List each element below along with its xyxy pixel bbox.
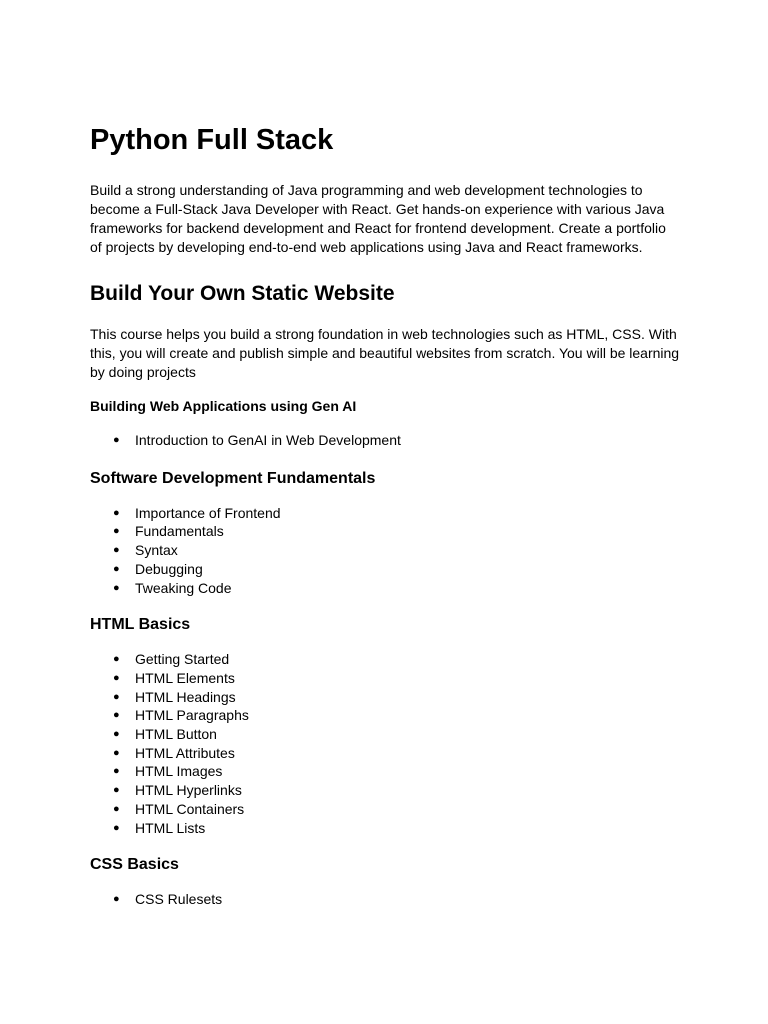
bullet-icon: ● xyxy=(113,671,120,684)
module-title-html-basics: HTML Basics xyxy=(90,616,191,634)
list-item-label: HTML Paragraphs xyxy=(135,707,249,724)
list-item xyxy=(90,762,680,781)
list-item xyxy=(90,504,680,523)
list-item-label: Importance of Frontend xyxy=(135,504,281,521)
bullet-icon: ● xyxy=(113,690,120,703)
intro-paragraph: Build a strong understanding of Java programming and web development technologies to become a Full-Stack Java Developer with React. Get hands-on experience with various Java frameworks for backend development and React for frontend development. Create a portfolio of projects by developing end-to-end web applications using Java and React frameworks. xyxy=(90,182,666,255)
bullet-icon: ● xyxy=(113,893,120,906)
list-item xyxy=(90,744,680,763)
page-title: Python Full Stack xyxy=(90,124,334,156)
bullet-icon: ● xyxy=(113,434,120,446)
section-description: This course helps you build a strong foundation in web technologies such as HTML, CSS. With this, you will create and publish simple and beautiful websites from scratch. You will be learning by doing projects xyxy=(90,326,680,380)
bullet-icon: ● xyxy=(113,653,120,666)
list-item xyxy=(90,669,680,688)
module-list-css-basics xyxy=(90,890,680,909)
bullet-icon: ● xyxy=(113,728,120,741)
list-item-label: HTML Attributes xyxy=(135,744,235,761)
module-list-software-dev xyxy=(90,504,680,598)
list-item-label: HTML Hyperlinks xyxy=(135,782,242,799)
list-item-label: HTML Containers xyxy=(135,800,245,817)
list-item-label: HTML Headings xyxy=(135,688,236,705)
bullet-icon: ● xyxy=(113,821,120,834)
section-title: Build Your Own Static Website xyxy=(90,282,395,305)
bullet-icon: ● xyxy=(113,525,120,538)
document-page xyxy=(90,120,680,909)
bullet-icon: ● xyxy=(113,544,120,557)
list-item-label: CSS Rulesets xyxy=(135,891,223,908)
list-item xyxy=(90,522,680,541)
list-item-label: Fundamentals xyxy=(135,523,224,540)
module-list-genai xyxy=(90,431,680,450)
list-item xyxy=(90,560,680,579)
list-item xyxy=(90,800,680,819)
list-item-label: HTML Lists xyxy=(135,819,206,836)
list-item xyxy=(90,725,680,744)
list-item-label: HTML Button xyxy=(135,726,217,743)
list-item xyxy=(90,579,680,598)
list-item xyxy=(90,706,680,725)
list-item xyxy=(90,431,680,450)
module-title-software-dev: Software Development Fundamentals xyxy=(90,469,376,487)
bullet-icon: ● xyxy=(113,784,120,797)
bullet-icon: ● xyxy=(113,746,120,759)
list-item xyxy=(90,688,680,707)
list-item-label: HTML Images xyxy=(135,763,223,780)
list-item xyxy=(90,650,680,669)
bullet-icon: ● xyxy=(113,709,120,722)
module-title-css-basics: CSS Basics xyxy=(90,856,179,874)
bullet-icon: ● xyxy=(113,765,120,778)
list-item-label: Getting Started xyxy=(135,651,230,668)
list-item xyxy=(90,541,680,560)
bullet-icon: ● xyxy=(113,506,120,519)
module-list-html-basics xyxy=(90,650,680,837)
list-item-label: Syntax xyxy=(135,542,178,559)
list-item xyxy=(90,819,680,838)
module-title-genai: Building Web Applications using Gen AI xyxy=(90,398,357,414)
list-item xyxy=(90,781,680,800)
list-item xyxy=(90,890,680,909)
list-item-label: Introduction to GenAI in Web Development xyxy=(135,432,401,448)
bullet-icon: ● xyxy=(113,581,120,594)
bullet-icon: ● xyxy=(113,562,120,575)
list-item-label: Debugging xyxy=(135,560,203,577)
list-item-label: HTML Elements xyxy=(135,669,235,686)
list-item-label: Tweaking Code xyxy=(135,579,232,596)
bullet-icon: ● xyxy=(113,802,120,815)
